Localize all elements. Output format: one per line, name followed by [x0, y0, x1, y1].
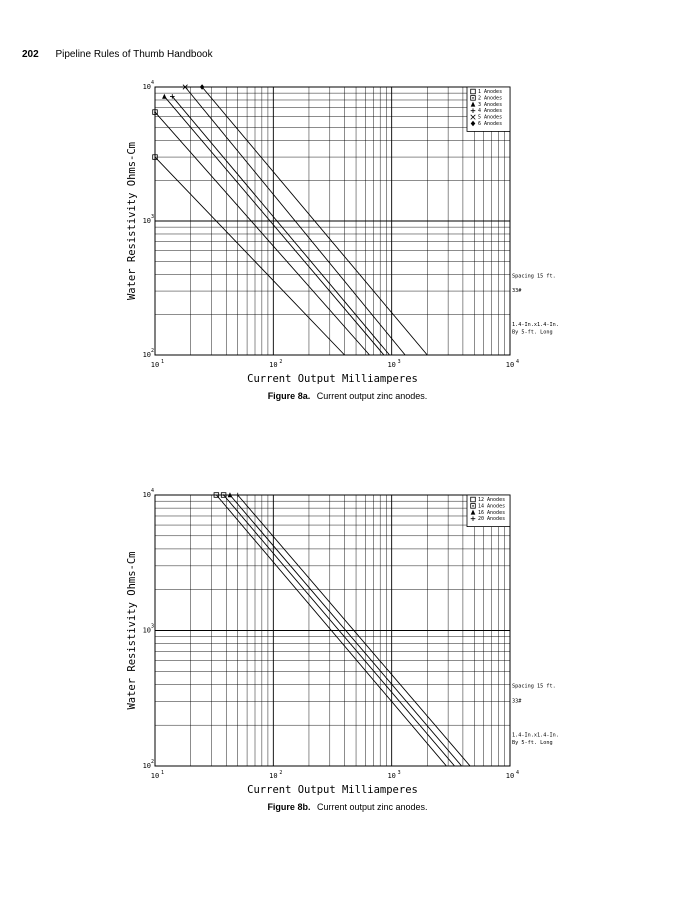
figure-label: Figure 8a.	[267, 391, 311, 401]
legend-label: 1 Anodes	[478, 89, 503, 95]
x-tick-label: 10	[505, 772, 515, 780]
legend-label: 14 Anodes	[478, 503, 506, 510]
x-tick-label: 10	[150, 772, 160, 780]
legend-label: 2 Anodes	[478, 95, 503, 102]
x-tick-label: 10	[269, 772, 278, 780]
y-tick-label: 10	[142, 626, 151, 635]
y-tick-exponent: 3	[151, 214, 155, 220]
x-tick-exponent: 1	[161, 359, 165, 365]
x-tick-label: 10	[269, 361, 278, 369]
legend-label: 4 Anodes	[478, 108, 503, 115]
y-tick-exponent: 4	[151, 80, 155, 86]
figure-label: Figure 8b.	[267, 802, 311, 812]
grid	[155, 495, 510, 766]
x-tick-label: 10	[387, 772, 396, 780]
legend-label: 12 Anodes	[478, 497, 506, 503]
x-tick-exponent: 2	[279, 770, 283, 776]
x-tick-label: 10	[387, 361, 396, 369]
legend-label: 16 Anodes	[478, 509, 506, 516]
x-axis-label: Current Output Milliamperes	[247, 373, 418, 385]
x-tick-exponent: 4	[516, 770, 520, 776]
x-tick-exponent: 2	[279, 359, 283, 365]
x-tick-exponent: 3	[397, 359, 401, 365]
y-tick-exponent: 4	[151, 488, 155, 494]
annotation-label: 33#	[512, 288, 522, 295]
x-tick-label: 10	[505, 361, 515, 369]
page-number: 202	[22, 49, 39, 60]
book-title: Pipeline Rules of Thumb Handbook	[55, 49, 213, 60]
y-tick-label: 10	[142, 217, 151, 225]
legend-label: 3 Anodes	[478, 101, 503, 108]
annotation-label: Spacing 15 ft.	[512, 273, 556, 280]
y-axis-label: Water Resistivity Ohms-Cm	[126, 551, 138, 710]
annotation-label: Spacing 15 ft.	[512, 683, 556, 690]
y-tick-label: 10	[142, 351, 151, 359]
y-tick-exponent: 3	[151, 623, 155, 630]
figure-caption-text: Current output zinc anodes.	[316, 802, 428, 812]
annotation-label: 1.4-In.x1.4-In.	[512, 321, 559, 328]
y-axis-label: Water Resistivity Ohms-Cm	[126, 141, 138, 301]
y-tick-label: 10	[142, 83, 151, 91]
x-tick-exponent: 4	[516, 359, 520, 365]
x-tick-exponent: 1	[161, 770, 165, 776]
legend-label: 6 Anodes	[478, 121, 503, 127]
legend-label: 20 Anodes	[478, 516, 506, 523]
annotation-label: By 5-ft. Long	[512, 329, 553, 336]
x-tick-label: 10	[150, 361, 160, 369]
y-tick-label: 10	[142, 762, 151, 770]
figure-caption-text: Current output zinc anodes.	[316, 391, 428, 401]
x-tick-exponent: 3	[397, 770, 401, 776]
y-tick-exponent: 2	[151, 759, 155, 765]
y-tick-label: 10	[142, 491, 151, 499]
y-tick-exponent: 2	[151, 348, 155, 354]
annotation-label: By 5-ft. Long	[512, 740, 553, 747]
x-axis-label: Current Output Milliamperes	[247, 784, 418, 796]
legend-label: 5 Anodes	[478, 114, 503, 121]
figure-caption	[0, 802, 695, 812]
annotation-label: 1.4-In.x1.4-In.	[512, 732, 559, 739]
annotation-label: 33#	[512, 698, 522, 705]
legend	[467, 495, 510, 527]
